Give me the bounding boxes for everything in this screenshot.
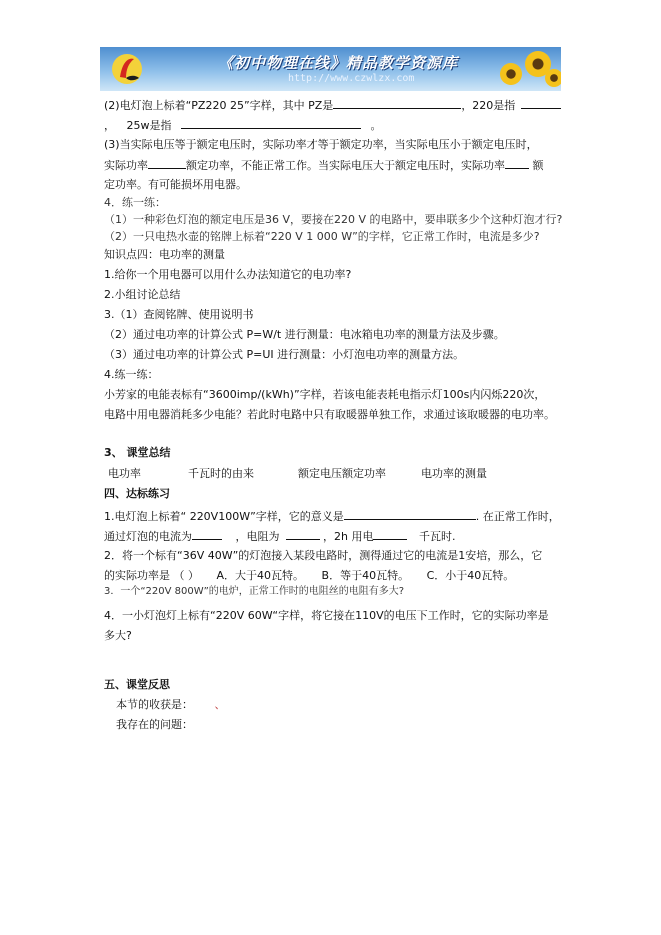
exercise-heading: 4.练一练： [104, 368, 159, 381]
question-line: 3．一个“220V 800W”的电炉，正常工作时的电阻丝的电阻有多大? [104, 586, 405, 597]
answer-blank[interactable] [192, 529, 222, 540]
sunflower-icon [500, 63, 522, 85]
exercise-heading: 4．练一练： [104, 196, 166, 209]
answer-blank[interactable] [505, 158, 529, 169]
line-25w-meaning: ， 25w是指 。 [104, 119, 382, 132]
question-line: 多大? [104, 629, 132, 642]
paragraph-line: （3）通过电功率的计算公式 P=UI 进行测量：小灯泡电功率的测量方法。 [104, 348, 465, 361]
sunflower-icon [545, 69, 561, 87]
paragraph-line: (3)当实际电压等于额定电压时，实际功率才等于额定功率，当实际电压小于额定电压时， [104, 138, 538, 151]
answer-blank[interactable] [181, 118, 361, 129]
question-line: 的实际功率是 （ ） A．大于40瓦特。 B．等于40瓦特。 C．小于40瓦特。 [104, 569, 515, 582]
banner-title: 《初中物理在线》精品教学资源库 [218, 54, 459, 72]
banner-url: http://www.czwlzx.com [288, 73, 415, 84]
paragraph-line: 定功率。有可能损坏用电器。 [104, 178, 247, 191]
paragraph-line: 电路中用电器消耗多少电能？若此时电路中只有取暖器单独工作，求通过该取暖器的电功率。 [104, 408, 555, 421]
exercise-question: （1）一种彩色灯泡的额定电压是36 V，要接在220 V 的电路中，要串联多少个这种灯泡才行? [104, 213, 563, 226]
reflection-line: 我存在的问题： [116, 718, 193, 731]
paragraph-line: （2）通过电功率的计算公式 P=W/t 进行测量：电冰箱电功率的测量方法及步骤。 [104, 328, 505, 341]
section-heading: 五、课堂反思 [104, 678, 170, 691]
question-line: 通过灯泡的电流为 ，电阻为 ，2h 用电 千瓦时. [104, 530, 456, 543]
question-line: 2．将一个标有“36V 40W”的灯泡接入某段电路时，测得通过它的电流是1安培，那么，它 [104, 549, 543, 562]
answer-blank[interactable] [148, 158, 186, 169]
section-heading: 知识点四：电功率的测量 [104, 248, 225, 261]
section-heading: 四、达标练习 [104, 487, 170, 500]
answer-blank[interactable] [286, 529, 320, 540]
paragraph-line: 小芳家的电能表标有“3600imp/(kWh)”字样，若该电能表耗电指示灯100s内闪烁220次， [104, 388, 546, 401]
site-logo-icon [110, 51, 144, 87]
section-heading: 3、 课堂总结 [104, 446, 171, 459]
answer-blank[interactable] [521, 98, 561, 109]
answer-blank[interactable] [333, 98, 461, 109]
reflection-line: 本节的收获是： 、 [116, 698, 226, 711]
header-banner [100, 47, 561, 91]
question-line: 4．一小灯泡灯上标有“220V 60W“字样，将它接在110V的电压下工作时，它的实际功率是 [104, 609, 549, 622]
exercise-question: （2）一只电热水壶的铭牌上标着“220 V 1 000 W”的字样，它正常工作时，电流是多少? [104, 230, 540, 243]
paragraph-line: 1.给你一个用电器可以用什么办法知道它的电功率? [104, 268, 352, 281]
paragraph-line: 2.小组讨论总结 [104, 288, 181, 301]
answer-blank[interactable] [373, 529, 407, 540]
paragraph-line: 3.（1）查阅铭牌、使用说明书 [104, 308, 254, 321]
answer-blank[interactable] [344, 509, 476, 520]
paragraph-line: 实际功率 额定功率，不能正常工作。当实际电压大于额定电压时，实际功率 额 [104, 159, 544, 172]
line-pz-meaning: (2)电灯泡上标着“PZ220 25”字样，其中 PZ是 ，220是指 [104, 98, 561, 113]
question-line: 1.电灯泡上标着“ 220V100W”字样，它的意义是 . 在正常工作时， [104, 510, 560, 523]
